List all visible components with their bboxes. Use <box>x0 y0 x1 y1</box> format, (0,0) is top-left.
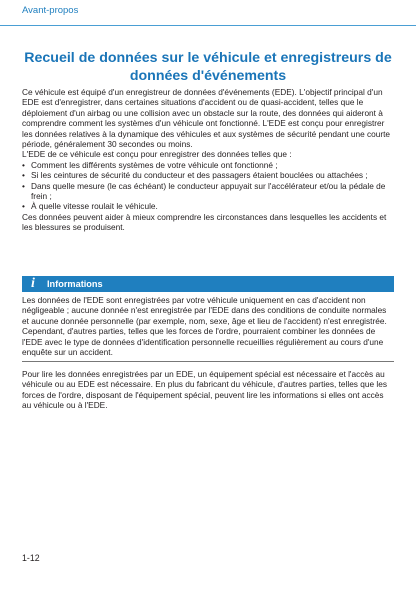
header-divider <box>0 25 416 26</box>
page-title-line-1: Recueil de données sur le véhicule et enregistreurs de <box>24 50 392 66</box>
information-title: Informations <box>47 279 103 289</box>
list-item <box>22 170 394 180</box>
list-item <box>22 201 394 211</box>
data-list-intro: L'EDE de ce véhicule est conçu pour enregistrer des données telles que : <box>22 149 292 160</box>
list-item-text: Si les ceintures de sécurité du conducteur et des passagers étaient bouclées ou attachées ; <box>31 170 368 181</box>
list-item-text: Comment les différents systèmes de votre véhicule ont fonctionné ; <box>31 159 278 170</box>
list-item-text: Dans quelle mesure (le cas échéant) le conducteur appuyait sur l'accélérateur et/ou la pédale de frein ; <box>31 180 386 202</box>
page-title-line-2: données d'événements <box>129 68 287 84</box>
information-header <box>22 276 394 292</box>
bullet-icon: • <box>22 159 25 170</box>
section-header: Avant-propos <box>22 5 79 16</box>
list-item <box>22 181 394 202</box>
bullet-icon: • <box>22 201 25 212</box>
list-item <box>22 160 394 170</box>
intro-section <box>22 87 394 233</box>
info-icon: i <box>31 276 35 291</box>
bullet-icon: • <box>22 170 25 181</box>
information-body: Les données de l'EDE sont enregistrées par votre véhicule uniquement en cas d'accident non négligeable ; aucune donnée n'est enregistrée par l'EDE dans des conditions de conduite normales et aucune donnée personnelle (par exemple, nom, sexe, âge et lieu de l'accident) n'est enregistrée. Cependant, d'autres parties, telles que les forces de l'ordre, pourraient combiner les données de l'EDE avec le type de données d'identification personnelle recueillies régulièrement au cours d'une enquête sur un accident. <box>22 292 394 362</box>
bullet-icon: • <box>22 180 25 191</box>
list-item-text: À quelle vitesse roulait le véhicule. <box>31 201 158 212</box>
closing-section <box>22 369 394 411</box>
recorded-data-list <box>22 160 394 212</box>
page-number: 1-12 <box>22 553 40 563</box>
page-title <box>22 49 394 85</box>
circumstances-paragraph: Ces données peuvent aider à mieux comprendre les circonstances dans lesquelles les accidents et les blessures se produisent. <box>22 211 387 233</box>
closing-paragraph: Pour lire les données enregistrées par un EDE, un équipement spécial est nécessaire et l'accès au véhicule ou au EDE est nécessaire. En plus du fabricant du véhicule, d'autres parties, telles que les forces de l'ordre, disposant de l'équipement spécial, peuvent lire les informations si elles ont accès au véhicule ou à l'EDE. <box>22 369 388 411</box>
intro-paragraph: Ce véhicule est équipé d'un enregistreur de données d'événements (EDE). L'objectif principal d'un EDE est d'enregistrer, dans certaines situations d'accident ou de quasi-accident, telles que le déploiement d'un airbag ou une collision avec un obstacle sur la route, des données qui aideront à comprendre comment les systèmes d'un véhicule ont fonctionné. L'EDE est conçu pour enregistrer les données relatives à la dynamique des véhicules et aux systèmes de sécurité pendant une courte période, généralement 30 secondes ou moins. <box>22 87 391 150</box>
information-box <box>22 276 394 362</box>
